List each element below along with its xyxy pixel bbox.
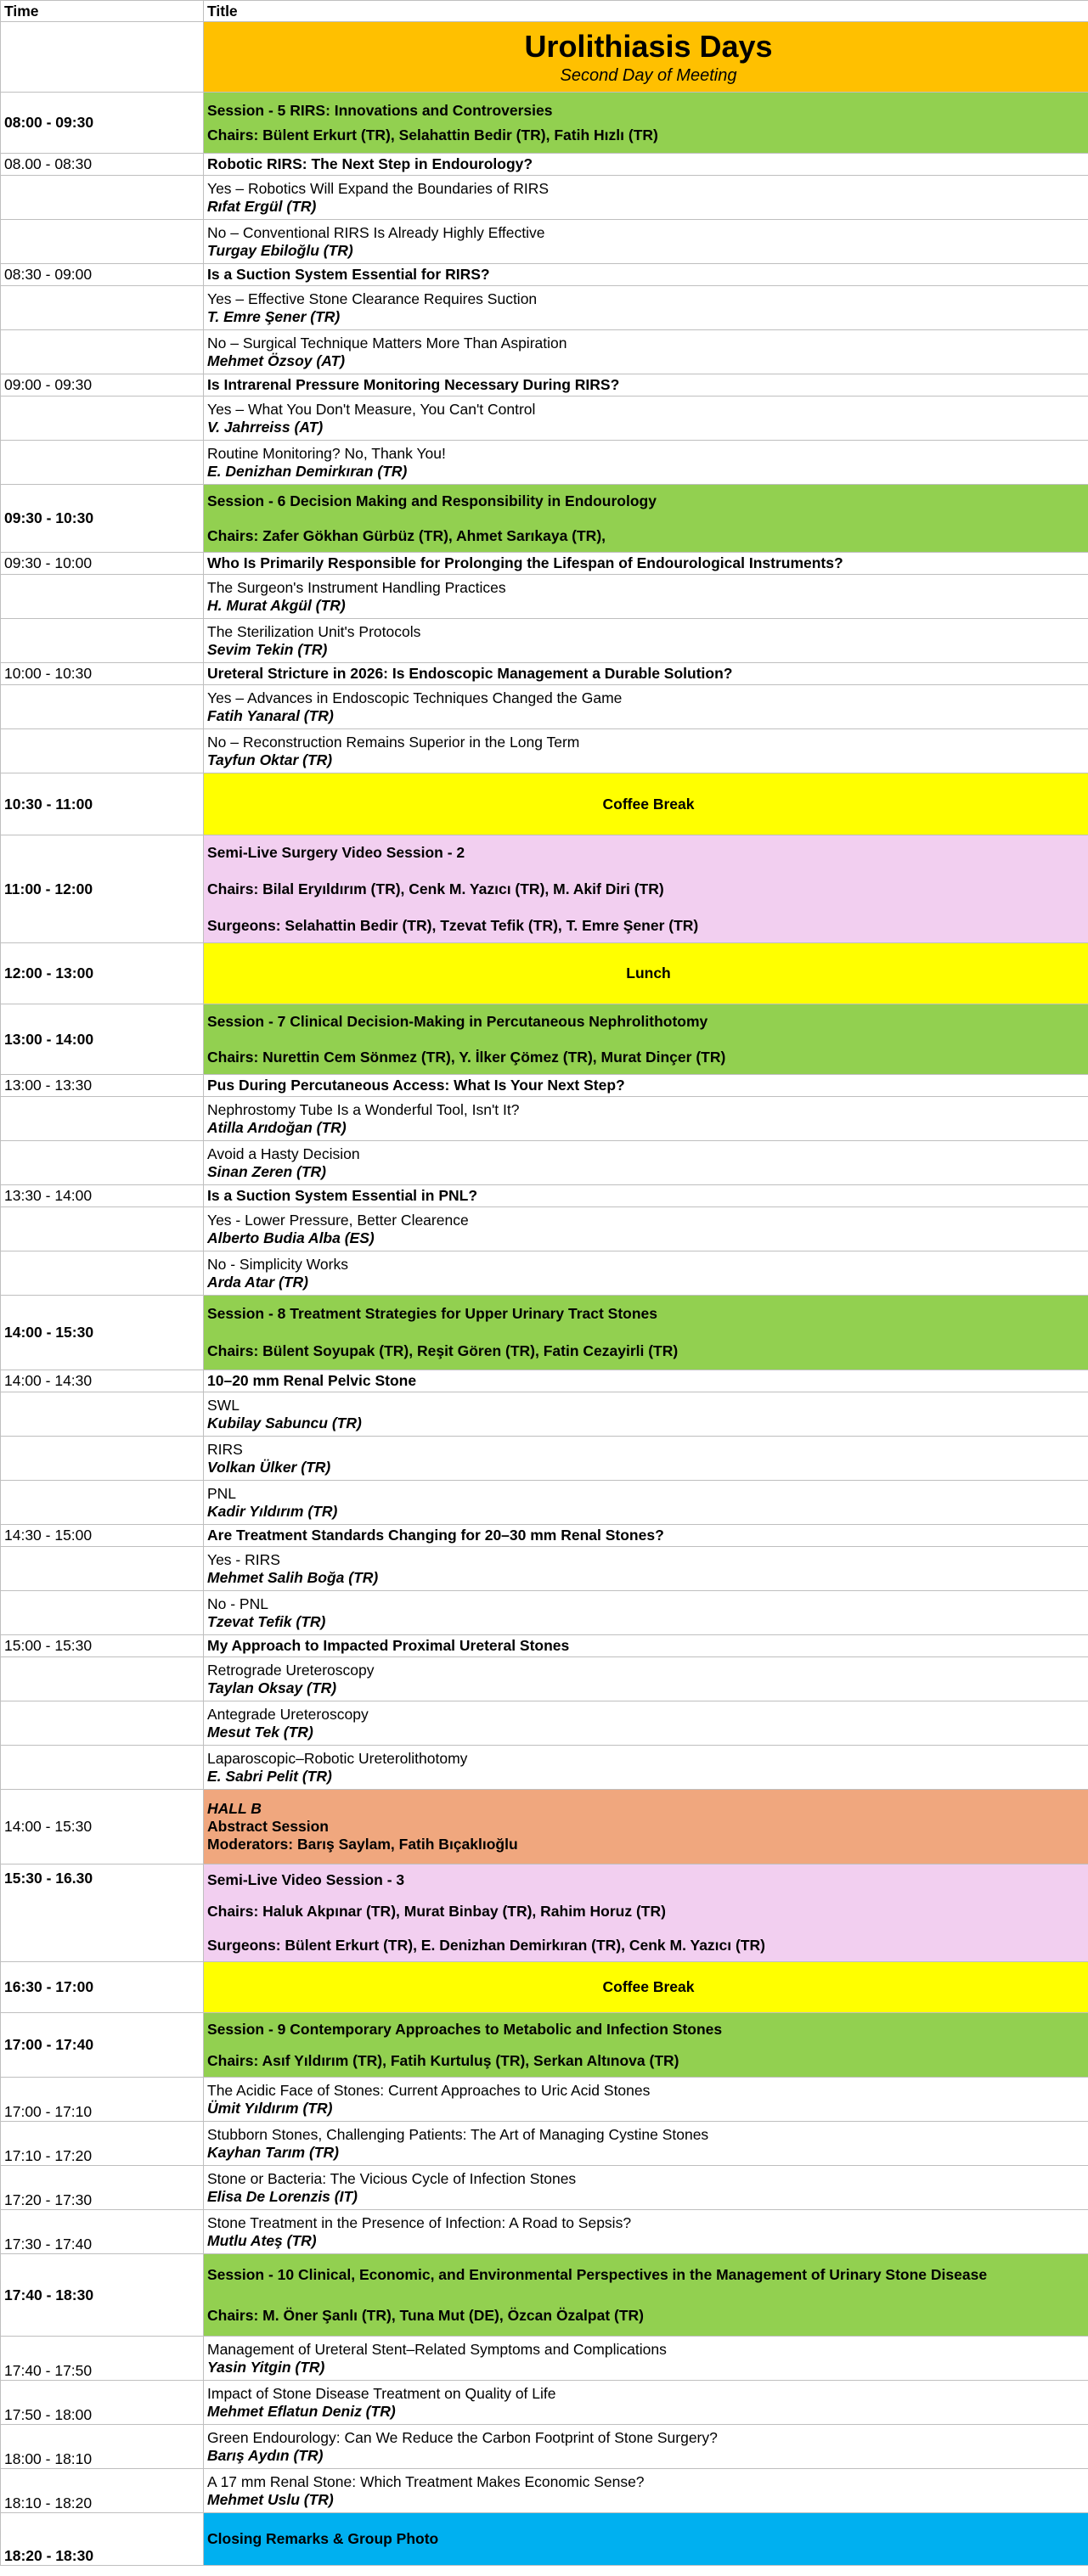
talk-topic: No - Simplicity Works [207, 1255, 348, 1273]
talk-row [1, 2381, 1088, 2425]
talk-row [1, 374, 1088, 397]
speaker: Tayfun Oktar (TR) [207, 751, 333, 768]
talk-title: Is Intrarenal Pressure Monitoring Necessary During RIRS? [204, 374, 1088, 397]
speaker: Ümit Yıldırım (TR) [207, 2099, 333, 2117]
break-time: 10:30 - 11:00 [1, 773, 204, 835]
session-time: 11:00 - 12:00 [1, 835, 204, 943]
session-row [1, 93, 1088, 154]
speaker: Mehmet Özsoy (AT) [207, 352, 346, 369]
session-header [204, 1004, 1088, 1075]
talk-topic: The Acidic Face of Stones: Current Approaches to Uric Acid Stones [207, 2081, 651, 2099]
speaker: T. Emre Şener (TR) [207, 307, 341, 325]
talk-time: 18:00 - 18:10 [1, 2425, 204, 2469]
talk-row [1, 2425, 1088, 2469]
talk-topic: Stone or Bacteria: The Vicious Cycle of Infection Stones [207, 2169, 577, 2187]
session-title: Session - 5 RIRS: Innovations and Controversies [207, 101, 553, 119]
session-header [204, 1296, 1088, 1370]
talk-topic: Green Endourology: Can We Reduce the Carbon Footprint of Stone Surgery? [207, 2428, 718, 2446]
talk-time: 17:50 - 18:00 [1, 2381, 204, 2425]
session-chairs: Chairs: M. Öner Şanlı (TR), Tuna Mut (DE), Özcan Özalpat (TR) [207, 2306, 644, 2324]
hall-label: HALL B [207, 1800, 262, 1817]
talk-row [1, 1207, 1088, 1251]
talk-topic: Routine Monitoring? No, Thank You! [207, 444, 446, 462]
talk-topic: No – Surgical Technique Matters More Than Aspiration [207, 334, 567, 352]
talk-title: Is a Suction System Essential for RIRS? [204, 264, 1088, 286]
talk-topic: Impact of Stone Disease Treatment on Quality of Life [207, 2384, 556, 2402]
session-header [204, 93, 1088, 154]
talk-title: Are Treatment Standards Changing for 20–30 mm Renal Stones? [204, 1525, 1088, 1547]
talk-row [1, 1141, 1088, 1185]
talk-topic: Yes - RIRS [207, 1550, 280, 1568]
talk-time: 17:30 - 17:40 [1, 2210, 204, 2254]
talk-title: Who Is Primarily Responsible for Prolonging the Lifespan of Endourological Instruments? [204, 553, 1088, 575]
session-time: 15:30 - 16.30 [1, 1865, 204, 1962]
video-session [204, 835, 1088, 943]
session-moderators: Moderators: Barış Saylam, Fatih Bıçaklıoğlu [207, 1836, 518, 1853]
talk-time: 08:30 - 09:00 [1, 264, 204, 286]
speaker: Sevim Tekin (TR) [207, 640, 328, 658]
closing-row [1, 2513, 1088, 2566]
talk-title: Is a Suction System Essential in PNL? [204, 1185, 1088, 1207]
talk-title: Robotic RIRS: The Next Step in Endourology? [204, 154, 1088, 176]
talk-topic: No - PNL [207, 1595, 268, 1612]
video-session-row [1, 835, 1088, 943]
coffee-break: Coffee Break [204, 773, 1088, 835]
talk-topic: Management of Ureteral Stent–Related Symptoms and Complications [207, 2340, 667, 2358]
talk-row [1, 264, 1088, 286]
session-chairs: Chairs: Nurettin Cem Sönmez (TR), Y. İlker Çömez (TR), Murat Dinçer (TR) [207, 1048, 726, 1066]
session-chairs: Chairs: Haluk Akpınar (TR), Murat Binbay (TR), Rahim Horuz (TR) [207, 1903, 666, 1920]
banner-row [1, 22, 1088, 93]
talk-row [1, 685, 1088, 729]
session-title: Semi-Live Video Session - 3 [207, 1871, 405, 1888]
video-session [204, 1865, 1088, 1962]
talk-row [1, 1635, 1088, 1657]
speaker: Volkan Ülker (TR) [207, 1458, 331, 1476]
talk-topic: Laparoscopic–Robotic Ureterolithotomy [207, 1749, 468, 1767]
session-title: Session - 8 Treatment Strategies for Upper Urinary Tract Stones [207, 1305, 658, 1322]
talk-time: 14:00 - 14:30 [1, 1370, 204, 1392]
speaker: Arda Atar (TR) [207, 1273, 308, 1291]
table-header-row [1, 1, 1088, 22]
speaker: Kadir Yıldırım (TR) [207, 1502, 338, 1520]
speaker: Rıfat Ergül (TR) [207, 197, 317, 215]
session-title: Session - 10 Clinical, Economic, and Environmental Perspectives in the Management of Urinary Stone Disease [207, 2265, 988, 2283]
talk-row [1, 220, 1088, 264]
talk-time: 13:00 - 13:30 [1, 1075, 204, 1097]
session-title: Session - 9 Contemporary Approaches to Metabolic and Infection Stones [207, 2020, 723, 2038]
talk-row [1, 1481, 1088, 1525]
talk-row [1, 286, 1088, 330]
coffee-break: Coffee Break [204, 1962, 1088, 2013]
talk-topic: Yes – Effective Stone Clearance Requires Suction [207, 290, 538, 307]
session-time: 14:00 - 15:30 [1, 1790, 204, 1865]
session-chairs: Chairs: Bülent Erkurt (TR), Selahattin Bedir (TR), Fatih Hızlı (TR) [207, 126, 658, 143]
speaker: Fatih Yanaral (TR) [207, 706, 334, 724]
session-time: 17:40 - 18:30 [1, 2254, 204, 2337]
talk-topic: Yes – Robotics Will Expand the Boundaries of RIRS [207, 179, 550, 197]
hall-b-row [1, 1790, 1088, 1865]
talk-row [1, 2210, 1088, 2254]
talk-row [1, 2122, 1088, 2166]
speaker: Turgay Ebiloğlu (TR) [207, 241, 353, 259]
talk-row [1, 441, 1088, 485]
hall-b-session [204, 1790, 1088, 1865]
talk-row [1, 154, 1088, 176]
speaker: Kayhan Tarım (TR) [207, 2143, 339, 2161]
talk-title: Pus During Percutaneous Access: What Is Your Next Step? [204, 1075, 1088, 1097]
session-time: 13:00 - 14:00 [1, 1004, 204, 1075]
talk-topic: No – Conventional RIRS Is Already Highly Effective [207, 223, 545, 241]
talk-row [1, 176, 1088, 220]
break-time: 16:30 - 17:00 [1, 1962, 204, 2013]
session-row [1, 2254, 1088, 2337]
talk-topic: The Sterilization Unit's Protocols [207, 622, 421, 640]
session-chairs: Chairs: Bilal Eryıldırım (TR), Cenk M. Yazıcı (TR), M. Akif Diri (TR) [207, 880, 664, 897]
talk-row [1, 2166, 1088, 2210]
talk-topic: Retrograde Ureteroscopy [207, 1661, 375, 1679]
closing-remarks: Closing Remarks & Group Photo [204, 2513, 1088, 2566]
speaker: Mesut Tek (TR) [207, 1723, 313, 1741]
talk-topic: Avoid a Hasty Decision [207, 1145, 360, 1162]
session-chairs: Chairs: Asıf Yıldırım (TR), Fatih Kurtuluş (TR), Serkan Altınova (TR) [207, 2051, 679, 2069]
lunch: Lunch [204, 943, 1088, 1004]
session-time: 09:30 - 10:30 [1, 485, 204, 553]
talk-topic: RIRS [207, 1440, 243, 1458]
session-title: Abstract Session [207, 1818, 329, 1835]
talk-time: 14:30 - 15:00 [1, 1525, 204, 1547]
session-time: 08:00 - 09:30 [1, 93, 204, 154]
speaker: Sinan Zeren (TR) [207, 1162, 327, 1180]
talk-time: 13:30 - 14:00 [1, 1185, 204, 1207]
session-row [1, 1004, 1088, 1075]
talk-row [1, 397, 1088, 441]
session-surgeons: Surgeons: Selahattin Bedir (TR), Tzevat Tefik (TR), T. Emre Şener (TR) [207, 916, 699, 934]
talk-row [1, 729, 1088, 773]
talk-time: 09:00 - 09:30 [1, 374, 204, 397]
talk-topic: Yes – Advances in Endoscopic Techniques Changed the Game [207, 689, 623, 706]
talk-row [1, 1392, 1088, 1437]
talk-row [1, 1746, 1088, 1790]
talk-row [1, 1701, 1088, 1746]
lunch-row [1, 943, 1088, 1004]
speaker: Atilla Arıdoğan (TR) [207, 1118, 347, 1136]
talk-row [1, 1547, 1088, 1591]
lunch-time: 12:00 - 13:00 [1, 943, 204, 1004]
talk-topic: A 17 mm Renal Stone: Which Treatment Makes Economic Sense? [207, 2472, 645, 2490]
talk-row [1, 2469, 1088, 2513]
talk-topic: PNL [207, 1484, 237, 1502]
session-time: 17:00 - 17:40 [1, 2013, 204, 2078]
talk-topic: Antegrade Ureteroscopy [207, 1705, 369, 1723]
talk-time: 17:20 - 17:30 [1, 2166, 204, 2210]
talk-time: 17:00 - 17:10 [1, 2078, 204, 2122]
talk-row [1, 1591, 1088, 1635]
talk-title: My Approach to Impacted Proximal Ureteral Stones [204, 1635, 1088, 1657]
talk-row [1, 1075, 1088, 1097]
page-subtitle: Second Day of Meeting [560, 65, 737, 85]
talk-topic: SWL [207, 1396, 240, 1414]
session-surgeons: Surgeons: Bülent Erkurt (TR), E. Denizhan Demirkıran (TR), Cenk M. Yazıcı (TR) [207, 1937, 765, 1954]
talk-topic: Yes – What You Don't Measure, You Can't Control [207, 400, 536, 418]
talk-topic: Yes - Lower Pressure, Better Clearence [207, 1211, 469, 1229]
talk-row [1, 1185, 1088, 1207]
speaker: Tzevat Tefik (TR) [207, 1612, 326, 1630]
talk-time: 09:30 - 10:00 [1, 553, 204, 575]
session-title: Session - 7 Clinical Decision-Making in Percutaneous Nephrolithotomy [207, 1012, 708, 1030]
session-time: 18:20 - 18:30 [1, 2513, 204, 2566]
session-chairs: Chairs: Bülent Soyupak (TR), Reşit Gören (TR), Fatin Cezayirli (TR) [207, 1342, 679, 1359]
session-row [1, 1296, 1088, 1370]
talk-row [1, 2078, 1088, 2122]
talk-row [1, 1657, 1088, 1701]
talk-time: 10:00 - 10:30 [1, 663, 204, 685]
speaker: E. Sabri Pelit (TR) [207, 1767, 332, 1785]
talk-title: 10–20 mm Renal Pelvic Stone [204, 1370, 1088, 1392]
talk-time: 17:10 - 17:20 [1, 2122, 204, 2166]
speaker: H. Murat Akgül (TR) [207, 596, 346, 614]
speaker: Kubilay Sabuncu (TR) [207, 1414, 362, 1431]
talk-row [1, 553, 1088, 575]
session-header [204, 2013, 1088, 2078]
break-row [1, 773, 1088, 835]
talk-topic: Stone Treatment in the Presence of Infection: A Road to Sepsis? [207, 2213, 632, 2231]
session-header [204, 2254, 1088, 2337]
talk-row [1, 2337, 1088, 2381]
session-header [204, 485, 1088, 553]
talk-time: 15:00 - 15:30 [1, 1635, 204, 1657]
talk-row [1, 1525, 1088, 1547]
title-column-header: Title [204, 1, 1088, 22]
talk-topic: Stubborn Stones, Challenging Patients: The Art of Managing Cystine Stones [207, 2125, 709, 2143]
talk-row [1, 663, 1088, 685]
talk-row [1, 1251, 1088, 1296]
session-chairs: Chairs: Zafer Gökhan Gürbüz (TR), Ahmet Sarıkaya (TR), [207, 526, 606, 544]
speaker: Elisa De Lorenzis (IT) [207, 2187, 358, 2205]
speaker: Barış Aydın (TR) [207, 2446, 324, 2464]
talk-topic: No – Reconstruction Remains Superior in the Long Term [207, 733, 580, 751]
speaker: V. Jahrreiss (AT) [207, 418, 324, 436]
speaker: Mehmet Uslu (TR) [207, 2490, 334, 2508]
speaker: Yasin Yitgin (TR) [207, 2358, 325, 2376]
session-time: 14:00 - 15:30 [1, 1296, 204, 1370]
session-row [1, 485, 1088, 553]
talk-row [1, 575, 1088, 619]
session-title: Session - 6 Decision Making and Responsibility in Endourology [207, 492, 657, 509]
talk-topic: The Surgeon's Instrument Handling Practices [207, 578, 506, 596]
talk-row [1, 330, 1088, 374]
talk-row [1, 1097, 1088, 1141]
speaker: Mehmet Salih Boğa (TR) [207, 1568, 379, 1586]
talk-time: 17:40 - 17:50 [1, 2337, 204, 2381]
session-row [1, 2013, 1088, 2078]
talk-row [1, 1437, 1088, 1481]
page-title: Urolithiasis Days [524, 29, 773, 65]
talk-time: 18:10 - 18:20 [1, 2469, 204, 2513]
speaker: Mutlu Ateş (TR) [207, 2231, 317, 2249]
speaker: E. Denizhan Demirkıran (TR) [207, 462, 408, 480]
talk-topic: Nephrostomy Tube Is a Wonderful Tool, Isn't It? [207, 1100, 520, 1118]
talk-title: Ureteral Stricture in 2026: Is Endoscopic Management a Durable Solution? [204, 663, 1088, 685]
video-session-row [1, 1865, 1088, 1962]
speaker: Taylan Oksay (TR) [207, 1679, 337, 1696]
break-row [1, 1962, 1088, 2013]
talk-row [1, 1370, 1088, 1392]
speaker: Alberto Budia Alba (ES) [207, 1229, 375, 1246]
time-column-header: Time [1, 1, 204, 22]
talk-row [1, 619, 1088, 663]
talk-time: 08.00 - 08:30 [1, 154, 204, 176]
session-title: Semi-Live Surgery Video Session - 2 [207, 843, 465, 861]
banner [204, 22, 1088, 93]
speaker: Mehmet Eflatun Deniz (TR) [207, 2402, 396, 2420]
